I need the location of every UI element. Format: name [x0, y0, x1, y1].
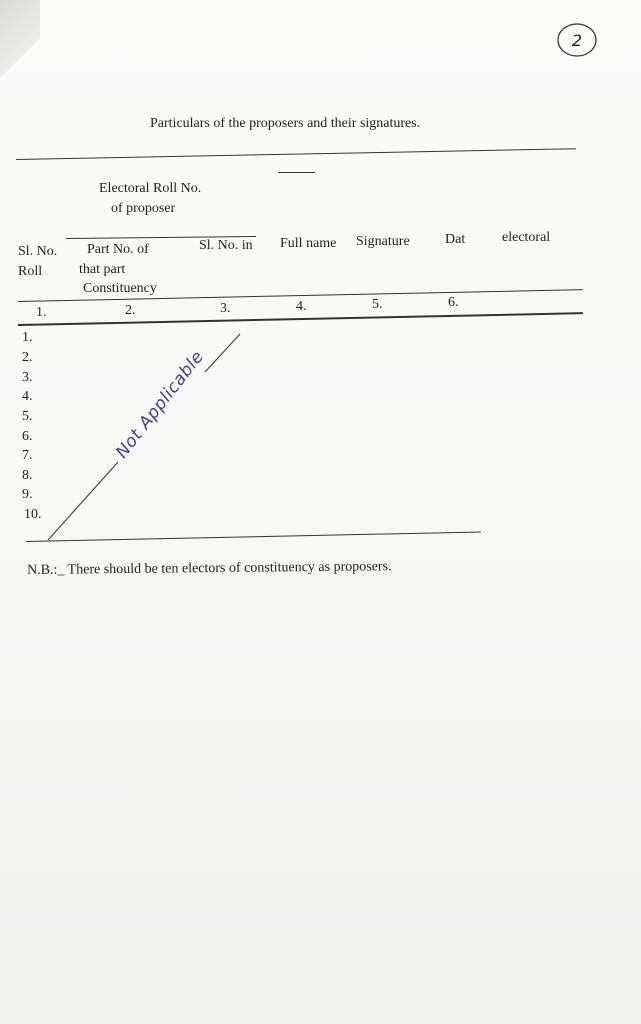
row-number-2: 2. — [22, 350, 33, 365]
footnote: N.B.:_ There should be ten electors of constituency as proposers. — [26, 559, 392, 578]
header-full-name: Full name — [280, 236, 337, 251]
column-number-5: 5. — [372, 297, 383, 312]
header-that-part: that part — [79, 262, 126, 277]
row-number-6: 6. — [22, 429, 33, 444]
header-part-no-of: Part No. of — [87, 242, 149, 257]
header-sl-no: Sl. No. — [18, 244, 58, 259]
group-label-line2: of proposer — [111, 201, 176, 216]
column-number-6: 6. — [448, 295, 459, 310]
row-number-10: 10. — [24, 507, 42, 522]
group-label-line1: Electoral Roll No. — [99, 181, 202, 196]
row-number-8: 8. — [22, 468, 33, 483]
column-number-3: 3. — [220, 301, 231, 316]
column-number-1: 1. — [36, 305, 47, 320]
header-constituency: Constituency — [83, 281, 157, 296]
row-number-7: 7. — [22, 448, 33, 463]
column-number-2: 2. — [125, 303, 136, 318]
header-signature: Signature — [356, 234, 410, 249]
header-roll: Roll — [18, 264, 43, 279]
row-number-4: 4. — [22, 389, 33, 404]
header-date: Dat — [445, 232, 466, 247]
row-number-1: 1. — [22, 330, 33, 345]
not-applicable-note: Not Applicable — [112, 347, 209, 463]
row-number-5: 5. — [22, 409, 33, 424]
page-number-text: 2 — [571, 31, 583, 50]
page-title: Particulars of the proposers and their signatures. — [150, 116, 421, 131]
header-electoral: electoral — [502, 230, 551, 245]
header-sl-no-in: Sl. No. in — [199, 238, 253, 253]
row-number-9: 9. — [22, 487, 33, 502]
column-number-4: 4. — [296, 299, 307, 314]
row-number-3: 3. — [22, 370, 33, 385]
